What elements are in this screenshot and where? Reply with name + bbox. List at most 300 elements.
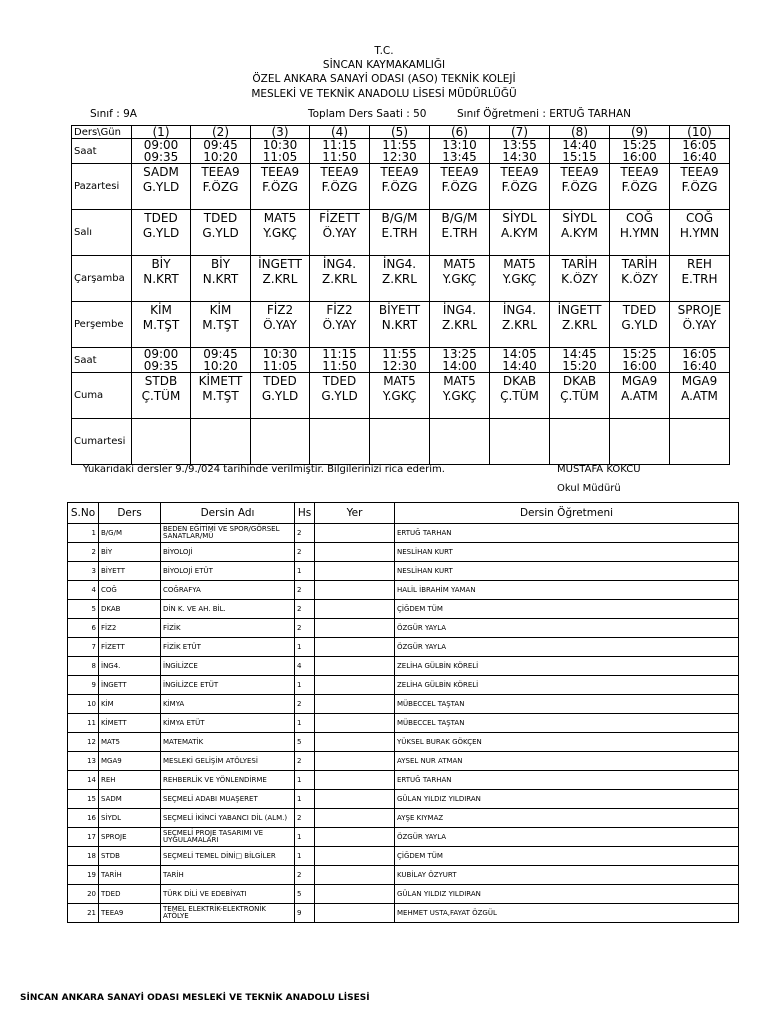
lesson-code: TARİH xyxy=(621,257,658,271)
start-time: 11:55 xyxy=(382,139,417,151)
table-row xyxy=(68,619,739,638)
course-code: FİZ2 xyxy=(99,619,161,638)
lesson-teacher: E.TRH xyxy=(381,226,418,240)
lesson-code: REH xyxy=(687,257,712,271)
course-code: BİY xyxy=(99,543,161,562)
lesson-cell xyxy=(310,164,370,210)
lesson-code: STDB xyxy=(144,374,178,388)
lesson-code: TEEA9 xyxy=(560,165,599,179)
lesson-teacher: F.ÖZG xyxy=(202,180,239,194)
lesson-teacher: Ö.YAY xyxy=(322,318,357,332)
lesson-code: B/G/M xyxy=(441,211,478,225)
course-hours: 1 xyxy=(295,714,315,733)
course-code: B/G/M xyxy=(99,524,161,543)
time-cell xyxy=(550,139,610,164)
end-time: 12:30 xyxy=(382,360,417,372)
header-line-kaymakamlik: SİNCAN KAYMAKAMLIĞI xyxy=(322,59,446,71)
lesson-code: SADM xyxy=(143,165,179,179)
row-number: 6 xyxy=(68,619,99,638)
saat-label: Saat xyxy=(72,139,132,164)
time-cell xyxy=(490,139,550,164)
lesson-cell xyxy=(191,373,251,419)
course-teacher: NESLİHAN KURT xyxy=(395,543,739,562)
lesson-teacher: Z.KRL xyxy=(562,318,597,332)
course-teacher: KUBİLAY ÖZYURT xyxy=(395,866,739,885)
lesson-teacher: Ö.YAY xyxy=(263,318,297,332)
time-cell xyxy=(610,348,670,373)
lesson-code: SİYDL xyxy=(502,211,537,225)
lesson-code: DKAB xyxy=(502,374,537,388)
course-teacher: ÖZGÜR YAYLA xyxy=(395,638,739,657)
lesson-teacher: F.ÖZG xyxy=(321,180,358,194)
end-time: 11:05 xyxy=(262,151,298,163)
lesson-cell xyxy=(191,302,251,348)
header-dersin-adi: Dersin Adı xyxy=(161,503,295,524)
time-cell xyxy=(610,139,670,164)
course-hours: 2 xyxy=(295,543,315,562)
table-row xyxy=(68,752,739,771)
row-number: 11 xyxy=(68,714,99,733)
lesson-code: TEEA9 xyxy=(380,165,419,179)
day-row-persembe xyxy=(72,302,730,348)
table-row xyxy=(68,904,739,923)
lesson-code: TEEA9 xyxy=(440,165,479,179)
lesson-teacher: G.YLD xyxy=(261,389,299,403)
row-number: 15 xyxy=(68,790,99,809)
lesson-code: TEEA9 xyxy=(680,165,719,179)
lesson-teacher: E.TRH xyxy=(441,226,478,240)
lesson-teacher: K.ÖZY xyxy=(621,272,658,286)
lesson-cell xyxy=(670,373,730,419)
period-number: (4) xyxy=(310,126,370,139)
course-code: FİZETT xyxy=(99,638,161,657)
header-ogretmen: Dersin Öğretmeni xyxy=(395,503,739,524)
lesson-code: BİY xyxy=(210,257,231,271)
course-code: SADM xyxy=(99,790,161,809)
lesson-cell xyxy=(670,164,730,210)
course-location xyxy=(315,638,395,657)
course-code: BİYETT xyxy=(99,562,161,581)
course-name: SEÇMELİ PROJE TASARIMI VE UYGULAMALARI xyxy=(161,828,295,847)
course-hours: 2 xyxy=(295,581,315,600)
lesson-cell xyxy=(490,210,550,256)
table-row xyxy=(68,562,739,581)
course-name: SEÇMELİ ADABI MUAŞERET xyxy=(161,790,295,809)
end-time: 16:00 xyxy=(622,151,657,163)
table-row xyxy=(68,581,739,600)
lesson-cell xyxy=(310,419,370,465)
time-cell xyxy=(430,348,490,373)
day-row-carsamba xyxy=(72,256,730,302)
row-number: 7 xyxy=(68,638,99,657)
course-location xyxy=(315,581,395,600)
course-location xyxy=(315,657,395,676)
day-label: Perşembe xyxy=(72,302,132,348)
time-cell xyxy=(310,139,370,164)
start-time: 15:25 xyxy=(622,139,657,151)
lesson-teacher: G.YLD xyxy=(321,389,358,403)
lesson-teacher: A.ATM xyxy=(621,389,658,403)
lesson-teacher: H.YMN xyxy=(619,226,660,240)
table-row xyxy=(68,771,739,790)
course-hours: 1 xyxy=(295,638,315,657)
period-number: (10) xyxy=(670,126,730,139)
start-time: 15:25 xyxy=(622,348,657,360)
lesson-code: MAT5 xyxy=(383,374,416,388)
row-number: 16 xyxy=(68,809,99,828)
row-number: 17 xyxy=(68,828,99,847)
lesson-cell xyxy=(251,164,310,210)
lesson-teacher: Ç.TÜM xyxy=(560,389,599,403)
start-time: 09:45 xyxy=(203,348,238,360)
end-time: 14:00 xyxy=(442,360,477,372)
row-number: 2 xyxy=(68,543,99,562)
table-row xyxy=(68,676,739,695)
start-time: 10:30 xyxy=(262,348,298,360)
lesson-cell xyxy=(610,373,670,419)
lesson-code: FİZ2 xyxy=(326,303,353,317)
lesson-teacher: Z.KRL xyxy=(382,272,417,286)
total-hours-label: Toplam Ders Saati : 50 xyxy=(308,108,427,120)
lesson-code: COĞ xyxy=(685,211,714,225)
lesson-teacher: F.ÖZG xyxy=(621,180,658,194)
lesson-teacher: G.YLD xyxy=(202,226,239,240)
lesson-code: TDED xyxy=(322,374,357,388)
start-time: 09:45 xyxy=(203,139,238,151)
lesson-teacher: F.ÖZG xyxy=(561,180,598,194)
course-location xyxy=(315,866,395,885)
lesson-code: KİM xyxy=(150,303,172,317)
lesson-teacher: N.KRT xyxy=(202,272,239,286)
course-name: İNGİLİZCE ETÜT xyxy=(161,676,295,695)
course-teacher: NESLİHAN KURT xyxy=(395,562,739,581)
day-label: Salı xyxy=(72,210,132,256)
start-time: 14:45 xyxy=(562,348,597,360)
lesson-code: TEEA9 xyxy=(201,165,240,179)
course-location xyxy=(315,809,395,828)
start-time: 13:10 xyxy=(442,139,477,151)
lesson-cell xyxy=(310,210,370,256)
course-name: FİZİK xyxy=(161,619,295,638)
lesson-cell xyxy=(251,419,310,465)
lesson-cell xyxy=(370,164,430,210)
row-number: 20 xyxy=(68,885,99,904)
lesson-teacher: A.ATM xyxy=(681,389,718,403)
course-teacher: ÖZGÜR YAYLA xyxy=(395,828,739,847)
lesson-teacher: H.YMN xyxy=(679,226,720,240)
course-location xyxy=(315,619,395,638)
day-label: Cuma xyxy=(72,373,132,419)
course-hours: 2 xyxy=(295,752,315,771)
course-name: DİN K. VE AH. BİL. xyxy=(161,600,295,619)
lesson-teacher: Ö.YAY xyxy=(682,318,717,332)
time-cell xyxy=(191,139,251,164)
lesson-code: MAT5 xyxy=(443,257,476,271)
lesson-cell xyxy=(132,373,191,419)
lesson-teacher: E.TRH xyxy=(681,272,718,286)
course-name: KİMYA xyxy=(161,695,295,714)
course-teacher: HALİL İBRAHİM YAMAN xyxy=(395,581,739,600)
course-hours: 2 xyxy=(295,524,315,543)
start-time: 16:05 xyxy=(682,139,717,151)
start-time: 13:25 xyxy=(442,348,477,360)
row-number: 9 xyxy=(68,676,99,695)
lesson-code: KİM xyxy=(209,303,232,317)
course-name: BİYOLOJİ ETÜT xyxy=(161,562,295,581)
course-name: MESLEKİ GELİŞİM ATÖLYESİ xyxy=(161,752,295,771)
table-row xyxy=(68,866,739,885)
lesson-code: FİZETT xyxy=(319,211,360,225)
course-code: STDB xyxy=(99,847,161,866)
lesson-code: COĞ xyxy=(625,211,654,225)
course-location xyxy=(315,828,395,847)
header-line-mudurluk: MESLEKİ VE TEKNİK ANADOLU LİSESİ MÜDÜRLÜĞÜ xyxy=(251,88,517,100)
lesson-teacher: N.KRT xyxy=(381,318,418,332)
table-row xyxy=(68,543,739,562)
header-line-tc: T.C. xyxy=(374,45,394,57)
course-location xyxy=(315,885,395,904)
lesson-teacher: Z.KRL xyxy=(262,272,298,286)
course-name: KİMYA ETÜT xyxy=(161,714,295,733)
course-location xyxy=(315,771,395,790)
lesson-code: TEEA9 xyxy=(260,165,300,179)
lesson-cell xyxy=(490,302,550,348)
table-row xyxy=(68,847,739,866)
lesson-cell xyxy=(191,210,251,256)
lesson-code: BİY xyxy=(151,257,171,271)
header-hs: Hs xyxy=(295,503,315,524)
lesson-code: TARİH xyxy=(561,257,598,271)
course-location xyxy=(315,904,395,923)
class-label: Sınıf : 9A xyxy=(90,108,137,120)
course-code: TEEA9 xyxy=(99,904,161,923)
footer-school-name: SİNCAN ANKARA SANAYİ ODASI MESLEKİ VE TEKNİK ANADOLU LİSESİ xyxy=(20,993,370,1003)
lesson-cell xyxy=(370,373,430,419)
lesson-teacher: Z.KRL xyxy=(502,318,537,332)
end-time: 09:35 xyxy=(143,151,179,163)
header-ders: Ders xyxy=(99,503,161,524)
lesson-cell xyxy=(430,164,490,210)
day-label: Çarşamba xyxy=(72,256,132,302)
course-teacher: AYSEL NUR ATMAN xyxy=(395,752,739,771)
course-hours: 2 xyxy=(295,866,315,885)
end-time: 10:20 xyxy=(203,360,238,372)
table-row xyxy=(68,885,739,904)
time-cell xyxy=(370,348,430,373)
lesson-cell xyxy=(490,164,550,210)
lesson-teacher: F.ÖZG xyxy=(262,180,298,194)
course-teacher: MÜBECCEL TAŞTAN xyxy=(395,695,739,714)
course-hours: 1 xyxy=(295,790,315,809)
row-number: 19 xyxy=(68,866,99,885)
period-number: (2) xyxy=(191,126,251,139)
lesson-teacher: N.KRT xyxy=(143,272,179,286)
course-location xyxy=(315,543,395,562)
row-number: 18 xyxy=(68,847,99,866)
course-teacher: ÇİĞDEM TÜM xyxy=(395,847,739,866)
course-location xyxy=(315,733,395,752)
lesson-cell xyxy=(550,419,610,465)
end-time: 12:30 xyxy=(382,151,417,163)
lesson-code: B/G/M xyxy=(381,211,418,225)
period-header-row xyxy=(72,126,730,139)
table-row xyxy=(68,524,739,543)
period-number: (8) xyxy=(550,126,610,139)
lesson-cell xyxy=(132,302,191,348)
table-row xyxy=(68,714,739,733)
lesson-teacher: M.TŞT xyxy=(202,389,239,403)
period-number: (9) xyxy=(610,126,670,139)
course-hours: 2 xyxy=(295,809,315,828)
course-teacher: GÜLAN YILDIZ YILDIRAN xyxy=(395,790,739,809)
period-number: (7) xyxy=(490,126,550,139)
period-number: (3) xyxy=(251,126,310,139)
time-cell xyxy=(251,348,310,373)
course-hours: 9 xyxy=(295,904,315,923)
time-cell xyxy=(490,348,550,373)
lesson-cell xyxy=(370,210,430,256)
row-number: 10 xyxy=(68,695,99,714)
course-hours: 1 xyxy=(295,828,315,847)
row-number: 14 xyxy=(68,771,99,790)
course-code: SPROJE xyxy=(99,828,161,847)
lesson-code: TDED xyxy=(203,211,238,225)
course-location xyxy=(315,600,395,619)
course-code: MAT5 xyxy=(99,733,161,752)
lesson-cell xyxy=(251,373,310,419)
lesson-cell xyxy=(610,164,670,210)
lesson-cell xyxy=(610,256,670,302)
course-teacher: AYŞE KIYMAZ xyxy=(395,809,739,828)
start-time: 10:30 xyxy=(262,139,298,151)
end-time: 11:05 xyxy=(262,360,298,372)
start-time: 14:40 xyxy=(562,139,597,151)
course-name: İNGİLİZCE xyxy=(161,657,295,676)
lesson-cell xyxy=(610,302,670,348)
lesson-cell xyxy=(430,419,490,465)
table-row xyxy=(68,828,739,847)
row-number: 5 xyxy=(68,600,99,619)
course-teacher: MEHMET USTA,FAYAT ÖZGÜL xyxy=(395,904,739,923)
end-time: 16:00 xyxy=(622,360,657,372)
lesson-code: MAT5 xyxy=(263,211,297,225)
lesson-code: İNGETT xyxy=(557,303,602,317)
lesson-code: İNG4. xyxy=(442,303,477,317)
course-name: BİYOLOJİ xyxy=(161,543,295,562)
lesson-teacher: G.YLD xyxy=(621,318,658,332)
day-row-sali xyxy=(72,210,730,256)
saat-label: Saat xyxy=(72,348,132,373)
lesson-code: TEEA9 xyxy=(320,165,359,179)
course-code: MGA9 xyxy=(99,752,161,771)
course-hours: 1 xyxy=(295,562,315,581)
lesson-code: SİYDL xyxy=(562,211,597,225)
row-number: 1 xyxy=(68,524,99,543)
start-time: 09:00 xyxy=(143,139,179,151)
lesson-cell xyxy=(550,373,610,419)
course-hours: 1 xyxy=(295,771,315,790)
day-label: Cumartesi xyxy=(72,419,132,465)
course-name: TEMEL ELEKTRİK-ELEKTRONİK ATÖLYE xyxy=(161,904,295,923)
header-line-kolej: ÖZEL ANKARA SANAYİ ODASI (ASO) TEKNİK KOLEJİ xyxy=(252,73,516,85)
time-cell xyxy=(132,348,191,373)
course-hours: 5 xyxy=(295,733,315,752)
day-row-cuma xyxy=(72,373,730,419)
course-location xyxy=(315,790,395,809)
table-row xyxy=(68,695,739,714)
course-name: TARİH xyxy=(161,866,295,885)
course-teacher: ERTUĞ TARHAN xyxy=(395,524,739,543)
lesson-teacher: Y.GKÇ xyxy=(442,272,477,286)
lesson-cell xyxy=(610,210,670,256)
lesson-teacher: F.ÖZG xyxy=(501,180,538,194)
time-cell xyxy=(310,348,370,373)
lesson-teacher: Y.GKÇ xyxy=(382,389,417,403)
lesson-cell xyxy=(550,210,610,256)
course-code: TARİH xyxy=(99,866,161,885)
row-number: 21 xyxy=(68,904,99,923)
end-time: 14:30 xyxy=(502,151,537,163)
lesson-code: TDED xyxy=(263,374,297,388)
lesson-teacher: Z.KRL xyxy=(442,318,477,332)
time-row-1 xyxy=(72,139,730,164)
start-time: 11:55 xyxy=(382,348,417,360)
lesson-cell xyxy=(251,302,310,348)
table-row xyxy=(68,809,739,828)
lesson-cell xyxy=(132,164,191,210)
lesson-teacher: A.KYM xyxy=(501,226,538,240)
course-location xyxy=(315,752,395,771)
end-time: 14:40 xyxy=(502,360,537,372)
course-hours: 1 xyxy=(295,847,315,866)
end-time: 09:35 xyxy=(143,360,179,372)
lesson-teacher: A.KYM xyxy=(561,226,598,240)
lesson-cell xyxy=(310,373,370,419)
course-name: COĞRAFYA xyxy=(161,581,295,600)
table-row xyxy=(68,790,739,809)
lesson-teacher: K.ÖZY xyxy=(561,272,598,286)
course-teacher: YÜKSEL BURAK GÖKÇEN xyxy=(395,733,739,752)
course-location xyxy=(315,714,395,733)
lesson-code: TEEA9 xyxy=(500,165,539,179)
course-code: İNGETT xyxy=(99,676,161,695)
corner-cell: Ders\Gün xyxy=(72,126,132,139)
lesson-code: TEEA9 xyxy=(620,165,659,179)
day-row-pazartesi xyxy=(72,164,730,210)
course-location xyxy=(315,562,395,581)
course-teacher: ZELİHA GÜLBİN KÖRELİ xyxy=(395,657,739,676)
course-location xyxy=(315,524,395,543)
lesson-teacher: Ç.TÜM xyxy=(500,389,539,403)
lesson-cell xyxy=(370,256,430,302)
lesson-cell xyxy=(670,256,730,302)
start-time: 11:15 xyxy=(322,348,357,360)
time-row-2 xyxy=(72,348,730,373)
course-name: REHBERLİK VE YÖNLENDİRME xyxy=(161,771,295,790)
lesson-cell xyxy=(191,419,251,465)
lesson-code: MAT5 xyxy=(503,257,536,271)
lesson-teacher: Y.GKÇ xyxy=(502,272,537,286)
lesson-code: TDED xyxy=(144,211,178,225)
time-cell xyxy=(191,348,251,373)
lesson-teacher: Z.KRL xyxy=(322,272,357,286)
lesson-cell xyxy=(370,302,430,348)
course-code: REH xyxy=(99,771,161,790)
lesson-cell xyxy=(191,256,251,302)
course-name: SEÇMELİ İKİNCİ YABANCI DİL (ALM.) xyxy=(161,809,295,828)
course-teacher: ERTUĞ TARHAN xyxy=(395,771,739,790)
lesson-code: FİZ2 xyxy=(266,303,294,317)
